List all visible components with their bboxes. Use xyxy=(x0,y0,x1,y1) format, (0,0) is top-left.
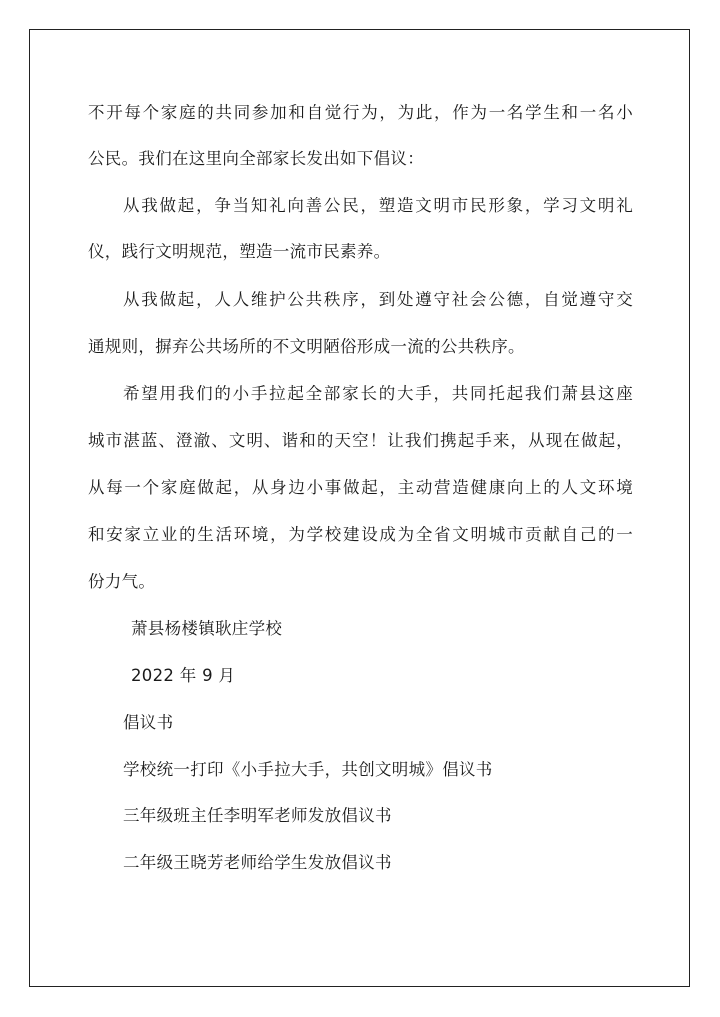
caption: 三年级班主任李明军老师发放倡议书 xyxy=(123,806,392,825)
caption: 二年级王晓芳老师给学生发放倡议书 xyxy=(123,853,392,872)
signature-date: 2022 年 9 月 xyxy=(131,666,236,685)
caption: 倡议书 xyxy=(123,713,174,732)
body-line: 从每一个家庭做起，从身边小事做起，主动营造健康向上的人文环境 xyxy=(88,478,633,497)
body-line: 从我做起，人人维护公共秩序，到处遵守社会公德，自觉遵守交 xyxy=(123,290,633,309)
body-line: 城市湛蓝、澄澈、文明、谐和的天空！让我们携起手来，从现在做起， xyxy=(88,431,633,450)
body-line: 从我做起，争当知礼向善公民，塑造文明市民形象，学习文明礼 xyxy=(123,196,633,215)
body-line: 公民。我们在这里向全部家长发出如下倡议： xyxy=(88,149,424,168)
body-line: 希望用我们的小手拉起全部家长的大手，共同托起我们萧县这座 xyxy=(123,384,633,403)
body-line: 份力气。 xyxy=(88,572,156,591)
body-line: 通规则，摒弃公共场所的不文明陋俗形成一流的公共秩序。 xyxy=(88,337,525,356)
body-line: 仪，践行文明规范，塑造一流市民素养。 xyxy=(88,242,391,261)
signature-school: 萧县杨楼镇耿庄学校 xyxy=(131,619,283,638)
page-frame xyxy=(29,29,690,987)
body-line: 不开每个家庭的共同参加和自觉行为，为此，作为一名学生和一名小 xyxy=(88,103,633,122)
caption: 学校统一打印《小手拉大手，共创文明城》倡议书 xyxy=(123,760,493,779)
body-line: 和安家立业的生活环境，为学校建设成为全省文明城市贡献自己的一 xyxy=(88,525,633,544)
